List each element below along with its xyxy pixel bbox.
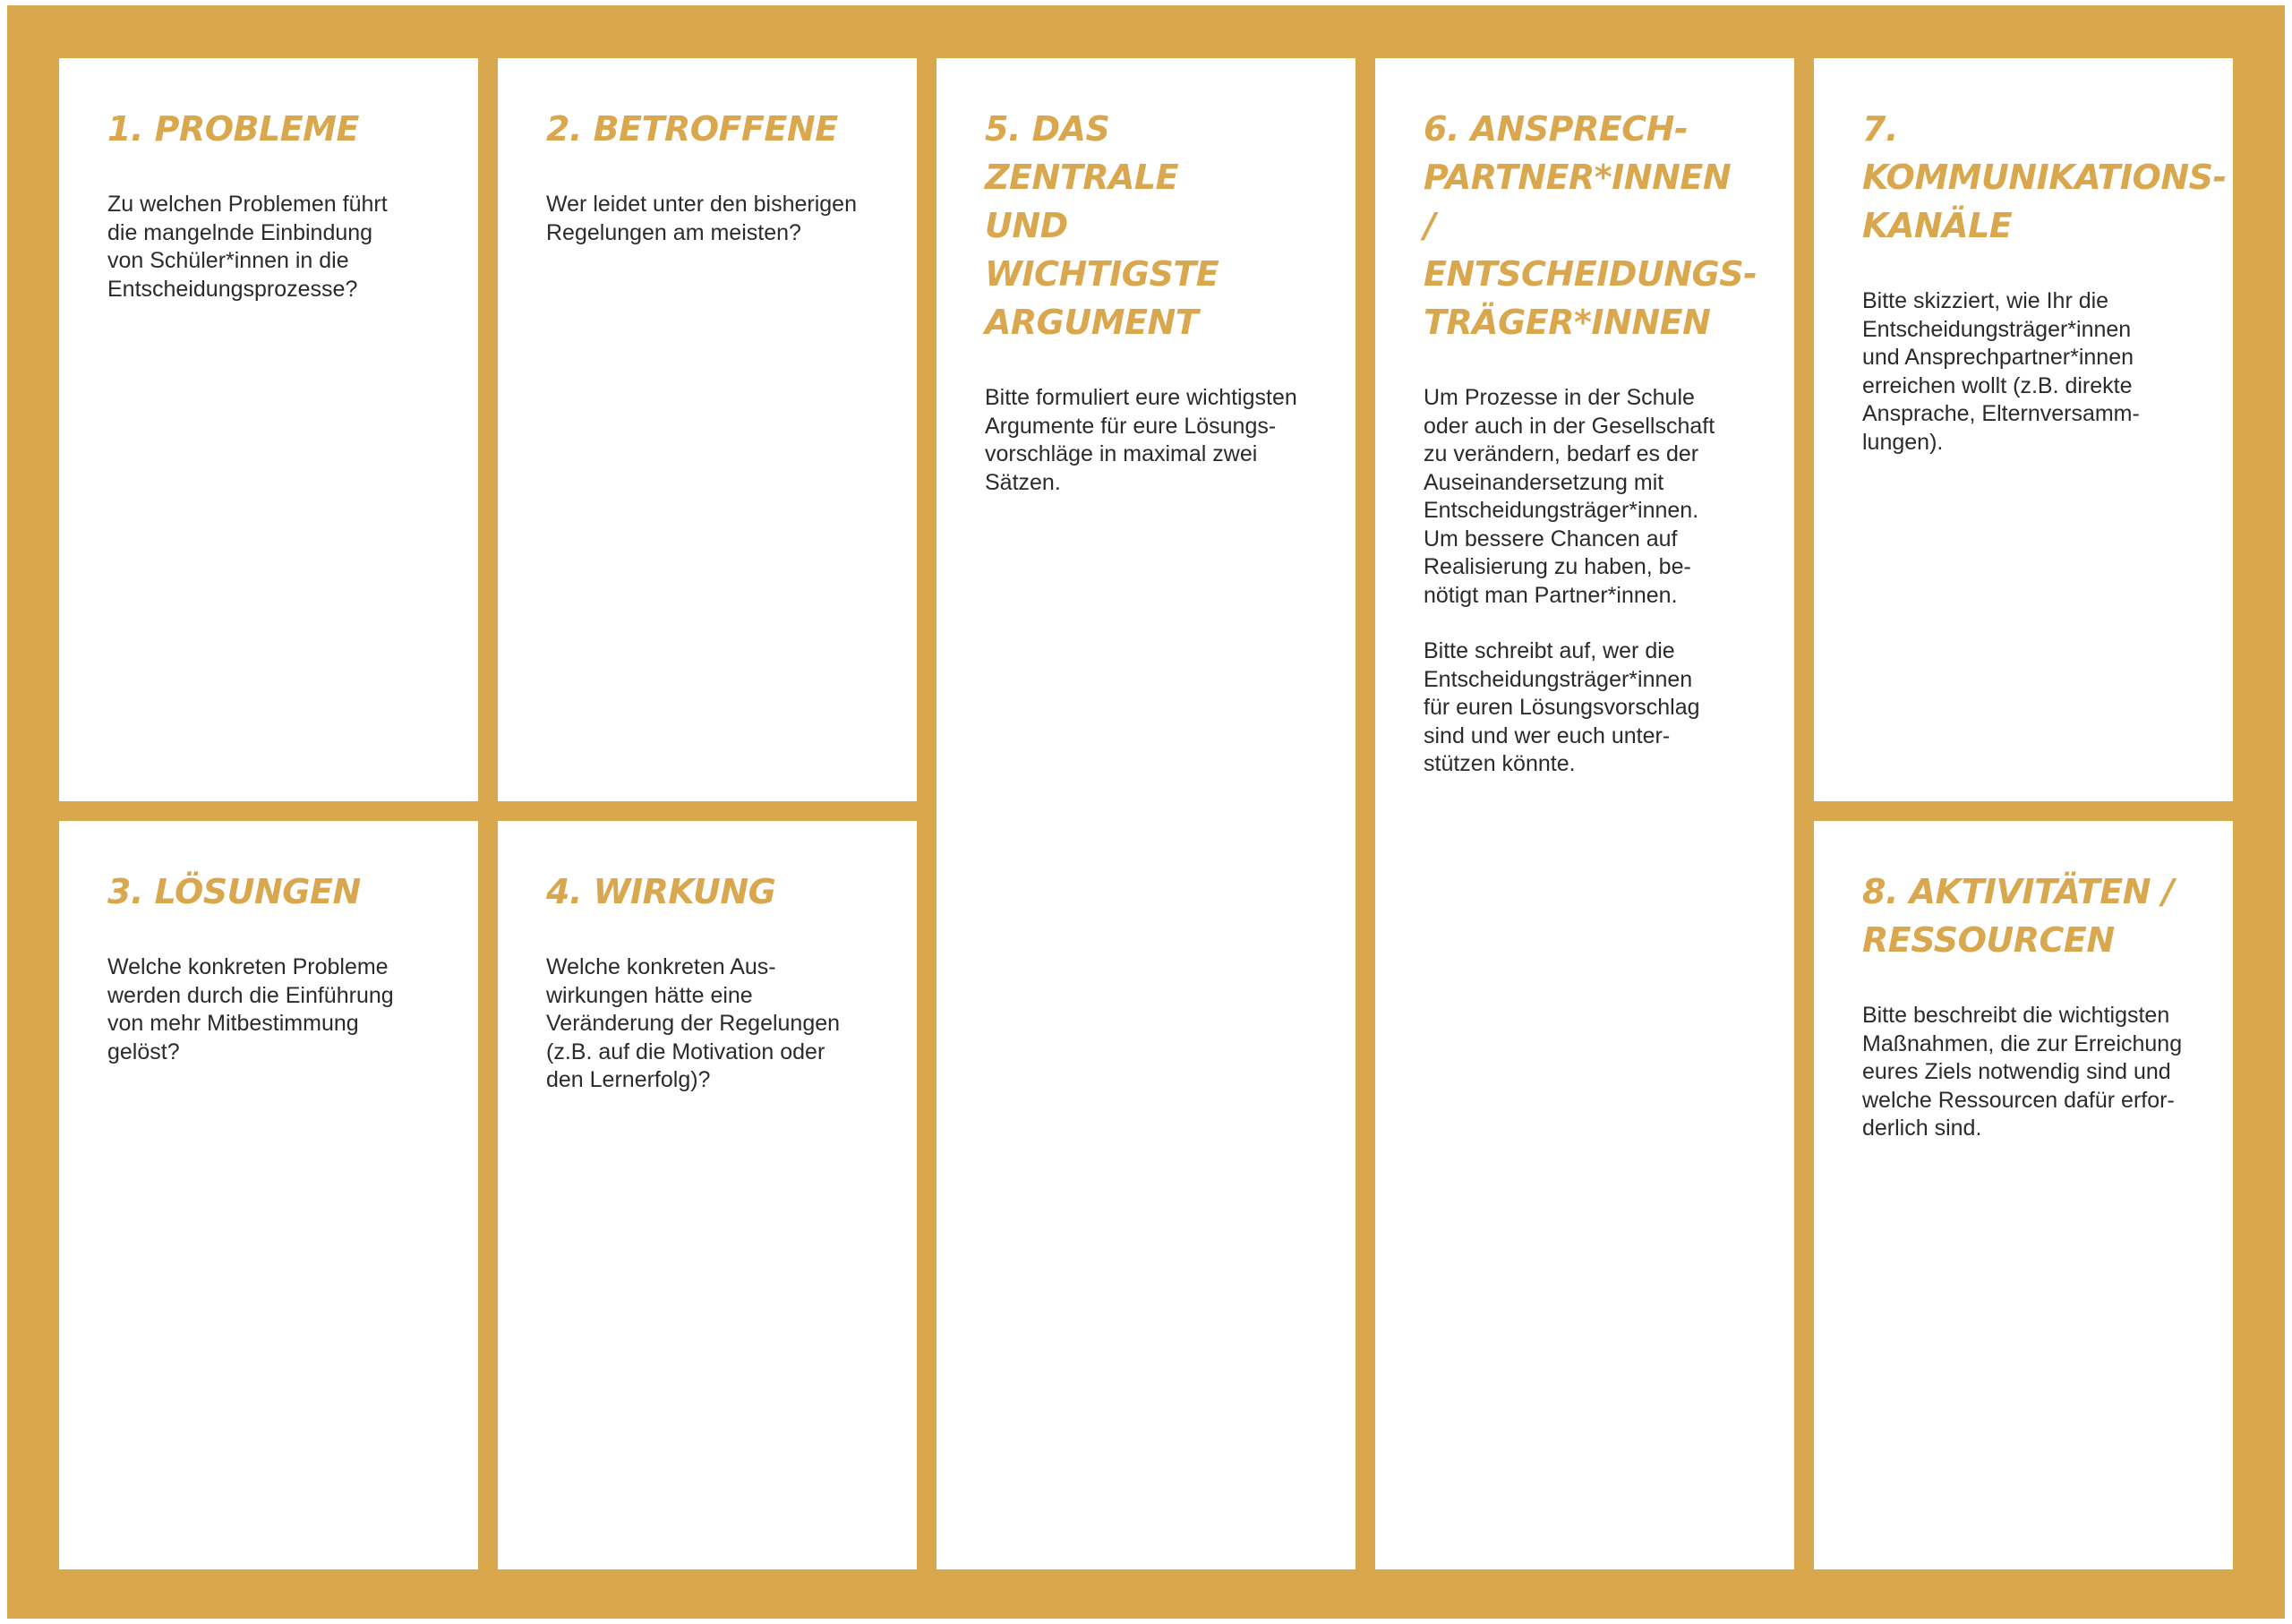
card-title: 6. ANSPRECH- PARTNER*INNEN / ENTSCHEIDUNGS- TRÄGER*INNEN — [1424, 109, 1757, 342]
card-prompt: Bitte beschreibt die wichtigsten Maßnahmen, die zur Erreichung eures Ziels notwendig sind und welche Ressourcen dafür erfor- derlich sind. — [1862, 1003, 2183, 1141]
card-prompt: Bitte skizziert, wie Ihr die Entscheidungsträger*innen und Ansprechpartner*innen erreichen wollt (z.B. direkte Ansprache, Elternversamm- lungen). — [1862, 288, 2140, 455]
card-betroffene — [498, 58, 917, 801]
card-ansprechpartner — [1375, 58, 1794, 1569]
card-argument — [936, 58, 1356, 1569]
card-prompt: Um Prozesse in der Schule oder auch in der Gesellschaft zu verändern, bedarf es der Auseinandersetzung mit Entscheidungsträger*innen. Um bessere Chancen auf Realisierung zu haben, be- nötigt man Partner*innen. — [1424, 385, 1715, 608]
card-title: 8. AKTIVITÄTEN / RESSOURCEN — [1862, 872, 2175, 960]
card-aktivitaeten — [1814, 821, 2233, 1569]
canvas-board — [7, 5, 2285, 1619]
card-title: 5. DAS ZENTRALE UND WICHTIGSTE ARGUMENT — [985, 109, 1219, 342]
card-title: 1. PROBLEME — [107, 109, 359, 149]
card-loesungen — [59, 821, 478, 1569]
card-prompt: Zu welchen Problemen führt die mangelnde Einbindung von Schüler*innen in die Entscheidungsprozesse? — [107, 192, 388, 302]
card-prompt: Wer leidet unter den bisherigen Regelungen am meisten? — [546, 192, 857, 245]
card-wirkung — [498, 821, 917, 1569]
card-prompt-secondary: Bitte schreibt auf, wer die Entscheidungsträger*innen für euren Lösungsvorschlag sind und wer euch unter- stützen könnte. — [1424, 638, 1700, 776]
card-probleme — [59, 58, 478, 801]
card-title: 3. LÖSUNGEN — [107, 872, 361, 911]
card-prompt: Bitte formuliert eure wichtigsten Argumente für eure Lösungs- vorschläge in maximal zwei Sätzen. — [985, 385, 1297, 495]
card-title: 7. KOMMUNIKATIONS- KANÄLE — [1862, 109, 2227, 245]
card-title: 2. BETROFFENE — [546, 109, 838, 149]
card-kommunikation — [1814, 58, 2233, 801]
card-prompt: Welche konkreten Probleme werden durch die Einführung von mehr Mitbestimmung gelöst? — [107, 954, 394, 1064]
card-title: 4. WIRKUNG — [546, 872, 776, 911]
card-prompt: Welche konkreten Aus- wirkungen hätte eine Veränderung der Regelungen (z.B. auf die Motivation oder den Lernerfolg)? — [546, 954, 841, 1092]
